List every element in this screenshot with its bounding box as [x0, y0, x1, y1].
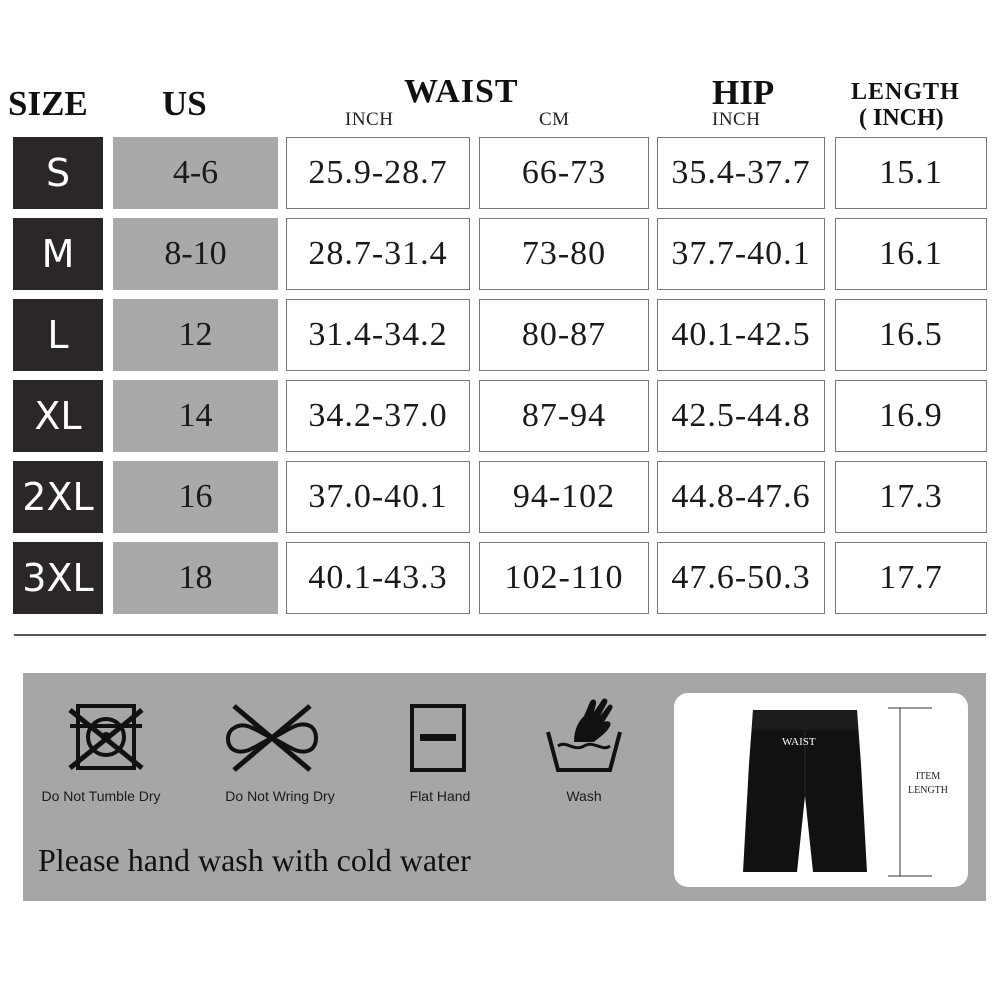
length-cell: 16.5: [835, 299, 987, 371]
waist-cm-cell: 87-94: [479, 380, 649, 452]
us-size-cell: 16: [113, 461, 278, 533]
dry-flat-icon: [406, 700, 470, 776]
waist-inch-cell: 34.2-37.0: [286, 380, 470, 452]
us-size-cell: 4-6: [113, 137, 278, 209]
us-size-cell: 14: [113, 380, 278, 452]
waist-inch-subheader: INCH: [345, 109, 394, 130]
us-header: US: [162, 84, 207, 123]
do-not-wring-dry-icon: [224, 700, 320, 776]
hip-inch-cell: 47.6-50.3: [657, 542, 825, 614]
shorts-product-image: [735, 704, 875, 880]
waist-inch-cell: 37.0-40.1: [286, 461, 470, 533]
waist-cm-subheader: CM: [539, 109, 570, 130]
waist-inch-cell: 28.7-31.4: [286, 218, 470, 290]
hip-inch-cell: 44.8-47.6: [657, 461, 825, 533]
length-cell: 17.7: [835, 542, 987, 614]
length-unit-header: ( INCH): [859, 105, 944, 131]
length-cell: 16.9: [835, 380, 987, 452]
waist-cm-cell: 102-110: [479, 542, 649, 614]
length-cell: 17.3: [835, 461, 987, 533]
size-cell: S: [13, 137, 103, 209]
care-label: Wash: [566, 788, 602, 804]
hip-inch-cell: 42.5-44.8: [657, 380, 825, 452]
waist-inch-cell: 40.1-43.3: [286, 542, 470, 614]
care-label: Flat Hand: [409, 788, 471, 804]
do-not-tumble-dry-icon: [66, 700, 146, 776]
waist-cm-cell: 73-80: [479, 218, 649, 290]
hand-wash-icon: [544, 694, 624, 776]
waist-cm-cell: 66-73: [479, 137, 649, 209]
length-header: LENGTH: [851, 79, 960, 105]
size-cell: 3XL: [13, 542, 103, 614]
wash-instruction-note: Please hand wash with cold water: [38, 842, 471, 878]
waist-cm-cell: 80-87: [479, 299, 649, 371]
waist-inch-cell: 25.9-28.7: [286, 137, 470, 209]
size-cell: 2XL: [13, 461, 103, 533]
us-size-cell: 12: [113, 299, 278, 371]
item-length-line2: LENGTH: [908, 785, 948, 796]
waist-header: WAIST: [404, 73, 519, 110]
waist-inch-cell: 31.4-34.2: [286, 299, 470, 371]
size-header: SIZE: [8, 84, 88, 123]
length-cell: 16.1: [835, 218, 987, 290]
size-cell: M: [13, 218, 103, 290]
care-label: Do Not Wring Dry: [225, 788, 335, 804]
care-label: Do Not Tumble Dry: [41, 788, 161, 804]
item-length-annotation: [908, 770, 948, 798]
us-size-cell: 18: [113, 542, 278, 614]
size-cell: XL: [13, 380, 103, 452]
size-cell: L: [13, 299, 103, 371]
item-length-line1: ITEM: [915, 771, 941, 782]
hip-inch-cell: 40.1-42.5: [657, 299, 825, 371]
hip-inch-subheader: INCH: [712, 109, 761, 130]
length-cell: 15.1: [835, 137, 987, 209]
us-size-cell: 8-10: [113, 218, 278, 290]
waist-cm-cell: 94-102: [479, 461, 649, 533]
section-divider: [14, 634, 986, 636]
hip-header: HIP: [712, 73, 775, 112]
hip-inch-cell: 35.4-37.7: [657, 137, 825, 209]
hip-inch-cell: 37.7-40.1: [657, 218, 825, 290]
waist-annotation: WAIST: [782, 736, 816, 748]
